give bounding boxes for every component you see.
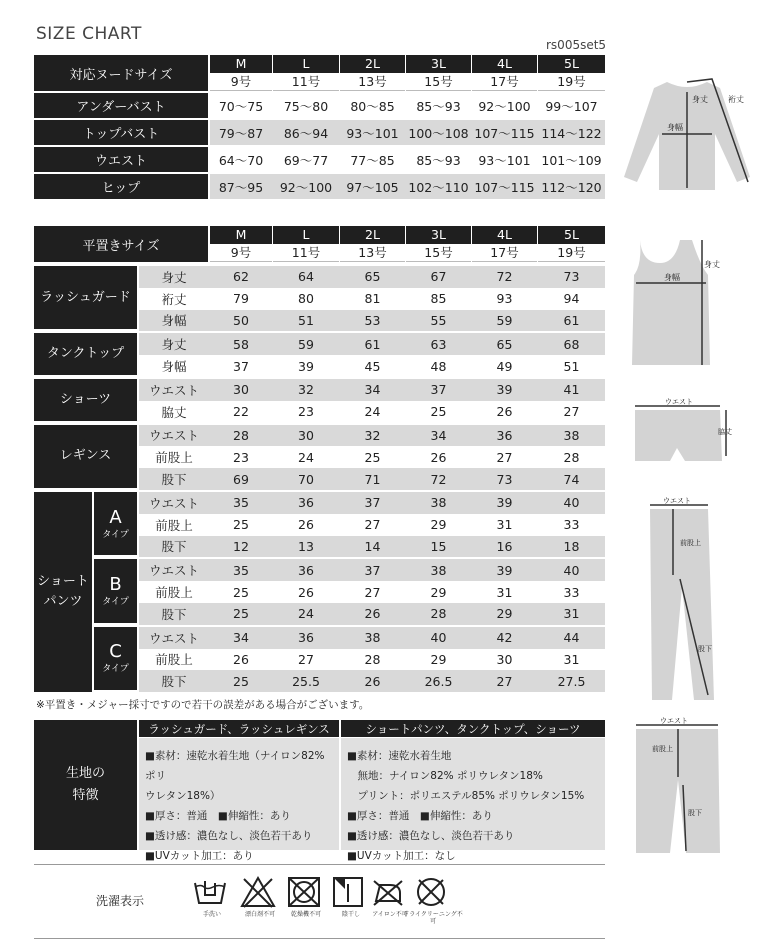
table-cell: 29 (496, 606, 513, 622)
tank-diagram (620, 235, 730, 375)
table-cell: 79～87 (218, 125, 264, 141)
size-label: 4L (472, 226, 537, 244)
table-cell: 50 (233, 312, 249, 328)
size-label: 3L (406, 55, 471, 73)
row-sublabel: 前股上 (155, 652, 193, 668)
short-pants-diagram (628, 715, 728, 860)
leggings-diagram (628, 495, 738, 710)
table-cell: 38 (563, 427, 580, 443)
table-cell: 32 (364, 427, 381, 443)
row-sublabel: 股下 (161, 674, 187, 690)
table-cell: 28 (233, 427, 249, 443)
table-cell: 61 (364, 336, 381, 352)
table-cell: 22 (233, 404, 249, 420)
size-number: 11号 (273, 244, 339, 262)
rashguard-diagram (612, 52, 762, 202)
table-cell: 25 (430, 404, 447, 420)
row-sublabel: ウエスト (148, 428, 199, 444)
fabric-line: 無地：ナイロン82% ポリウレタン18% (347, 770, 543, 782)
row-sublabel: 身丈 (161, 337, 187, 353)
table-cell: 31 (563, 651, 580, 667)
table-cell: 29 (430, 651, 447, 667)
fabric-line: ■透け感：濃色なし、淡色若干あり (347, 830, 515, 842)
size-label: M (210, 226, 272, 244)
table-cell: 33 (563, 584, 580, 600)
fabric-col1-text (139, 738, 339, 862)
fabric-label: 生地の 特徴 (34, 720, 137, 850)
table-cell: 27 (364, 584, 381, 600)
table-cell: 38 (430, 495, 447, 511)
table-cell: 59 (298, 336, 314, 352)
table-cell: 65 (496, 336, 513, 352)
size-label: 2L (340, 226, 405, 244)
table-cell: 25 (233, 673, 249, 689)
table-cell: 23 (233, 449, 249, 465)
no-iron-icon: アイロン不可 (370, 875, 406, 913)
nude-size-header: 対応ヌードサイズ (34, 55, 208, 91)
table-cell: 85～93 (416, 152, 461, 168)
table-cell: 36 (298, 495, 314, 511)
table-cell: 99～107 (545, 98, 598, 114)
table-cell: 40 (563, 495, 580, 511)
fabric-line: ■素材：速乾水着生地 (347, 750, 452, 762)
table-cell: 55 (430, 312, 447, 328)
width-label: 身幅 (664, 273, 680, 282)
table-cell: 53 (364, 312, 381, 328)
table-cell: 28 (430, 606, 447, 622)
table-cell: 26 (298, 584, 314, 600)
table-cell: 35 (233, 495, 249, 511)
row-label: トップバスト (34, 120, 208, 145)
table-cell: 45 (364, 358, 381, 374)
table-cell: 62 (233, 269, 249, 285)
table-cell: 101～109 (541, 152, 602, 168)
side-label: 脇丈 (718, 428, 732, 436)
row-sublabel: 前股上 (155, 450, 193, 466)
fabric-line: ウレタン18%） (145, 790, 221, 802)
row-label: ヒップ (34, 174, 208, 199)
fabric-col2-header: ショートパンツ、タンクトップ、ショーツ (341, 720, 605, 737)
table-cell: 34 (430, 427, 447, 443)
fabric-line: ■UVカット加工：なし (347, 850, 456, 862)
size-number: 13号 (340, 73, 405, 91)
row-sublabel: ウエスト (148, 563, 199, 579)
divider (34, 864, 605, 865)
table-cell: 107～115 (474, 125, 535, 141)
size-number: 19号 (538, 73, 605, 91)
table-cell: 15 (430, 538, 447, 554)
table-cell: 29 (430, 584, 447, 600)
table-cell: 37 (430, 382, 447, 398)
table-cell: 26 (430, 449, 447, 465)
table-cell: 92～100 (279, 179, 333, 195)
row-sublabel: ウエスト (148, 495, 199, 511)
fabric-line: ■UVカット加工：あり (145, 850, 254, 862)
table-cell: 73 (496, 471, 513, 487)
no-bleach-icon: 漂白剤不可 (240, 875, 276, 913)
table-cell: 34 (233, 630, 249, 646)
table-cell: 49 (496, 358, 513, 374)
table-cell: 29 (430, 517, 447, 533)
table-cell: 34 (364, 382, 381, 398)
row-sublabel: 前股上 (155, 517, 193, 533)
table-cell: 37 (364, 562, 381, 578)
size-label: 5L (538, 226, 605, 244)
table-cell: 41 (563, 382, 580, 398)
table-cell: 69～77 (283, 152, 329, 168)
size-number: 17号 (472, 244, 537, 262)
table-cell: 30 (298, 427, 314, 443)
size-number: 15号 (406, 73, 471, 91)
type-box: C タイプ (94, 627, 137, 690)
table-cell: 85 (430, 291, 447, 307)
table-cell: 25 (233, 517, 249, 533)
sleeve-label: 裄丈 (728, 95, 744, 104)
fabric-line: プリント：ポリエステル85% ポリウレタン15% (347, 790, 585, 802)
table-cell: 27 (364, 517, 381, 533)
table-cell: 32 (298, 382, 314, 398)
table-cell: 27 (563, 404, 580, 420)
table-cell: 28 (563, 449, 580, 465)
row-label: アンダーバスト (34, 93, 208, 118)
table-cell: 80～85 (350, 98, 395, 114)
table-cell: 68 (563, 336, 580, 352)
table-cell: 102～110 (408, 179, 469, 195)
table-cell: 69 (233, 471, 249, 487)
table-cell: 70～75 (218, 98, 264, 114)
table-cell: 94 (563, 291, 580, 307)
table-cell: 73 (563, 269, 580, 285)
size-label: 3L (406, 226, 471, 244)
table-cell: 42 (496, 630, 513, 646)
no-dry-clean-icon: ドライクリーニング不可 (413, 875, 449, 913)
size-label: 4L (472, 55, 537, 73)
table-cell: 70 (298, 471, 314, 487)
table-cell: 39 (496, 495, 513, 511)
size-number: 9号 (210, 244, 272, 262)
table-cell: 13 (298, 538, 314, 554)
table-cell: 30 (496, 651, 513, 667)
table-cell: 16 (496, 538, 513, 554)
measurement-note: ※平置き・メジャー採寸ですので若干の誤差がある場合がございます。 (36, 699, 370, 711)
table-cell: 25 (233, 584, 249, 600)
table-cell: 71 (364, 471, 381, 487)
flat-size-header: 平置きサイズ (34, 226, 208, 262)
waist-label: ウエスト (660, 717, 688, 725)
group-label: ショーツ (34, 379, 137, 421)
rise-label: 前股上 (680, 539, 701, 547)
table-cell: 86～94 (283, 125, 329, 141)
line-dry-icon: 陰干し (331, 875, 365, 913)
table-cell: 25.5 (292, 673, 320, 689)
row-sublabel: ウエスト (148, 630, 199, 646)
table-cell: 39 (298, 358, 314, 374)
table-cell: 26 (364, 673, 381, 689)
table-cell: 26 (298, 517, 314, 533)
table-cell: 65 (364, 269, 381, 285)
length-label: 身丈 (692, 95, 708, 104)
width-label: 身幅 (667, 123, 683, 132)
table-cell: 74 (563, 471, 580, 487)
table-cell: 14 (364, 538, 381, 554)
size-label: M (210, 55, 272, 73)
table-cell: 33 (563, 517, 580, 533)
type-box: A タイプ (94, 492, 137, 555)
row-sublabel: ウエスト (148, 382, 199, 398)
row-sublabel: 脇丈 (161, 404, 187, 420)
table-cell: 36 (298, 562, 314, 578)
waist-label: ウエスト (663, 497, 691, 505)
table-cell: 72 (430, 471, 447, 487)
row-sublabel: 股下 (161, 472, 187, 488)
table-cell: 27 (496, 449, 513, 465)
table-cell: 24 (364, 404, 381, 420)
size-number: 19号 (538, 244, 605, 262)
table-cell: 38 (364, 630, 381, 646)
table-cell: 93 (496, 291, 513, 307)
table-cell: 24 (298, 449, 314, 465)
table-cell: 48 (430, 358, 447, 374)
care-label: 洗濯表示 (96, 894, 145, 908)
table-cell: 36 (298, 630, 314, 646)
table-cell: 24 (298, 606, 314, 622)
table-cell: 51 (563, 358, 580, 374)
group-label-short-pants: ショート パンツ (34, 492, 92, 692)
table-cell: 37 (233, 358, 249, 374)
inseam-label: 股下 (688, 809, 702, 817)
table-cell: 25 (364, 449, 381, 465)
table-cell: 64 (298, 269, 314, 285)
fabric-col2-text (341, 738, 605, 862)
type-box: B タイプ (94, 559, 137, 622)
table-cell: 51 (298, 312, 314, 328)
size-label: L (273, 55, 339, 73)
shorts-diagram (630, 396, 740, 476)
table-cell: 18 (563, 538, 580, 554)
table-cell: 61 (563, 312, 580, 328)
fabric-col1-header: ラッシュガード、ラッシュレギンス (139, 720, 339, 737)
table-cell: 26.5 (424, 673, 453, 689)
size-number: 9号 (210, 73, 272, 91)
table-cell: 93～101 (346, 125, 399, 141)
group-label: ラッシュガード (34, 266, 137, 329)
size-label: 5L (538, 55, 605, 73)
table-cell: 114～122 (541, 125, 602, 141)
table-cell: 112～120 (541, 179, 602, 195)
table-cell: 27 (298, 651, 314, 667)
table-cell: 31 (563, 606, 580, 622)
inseam-label: 股下 (698, 645, 712, 653)
group-label: タンクトップ (34, 333, 137, 375)
size-number: 11号 (273, 73, 339, 91)
divider (34, 938, 605, 939)
table-cell: 80 (298, 291, 314, 307)
table-cell: 37 (364, 495, 381, 511)
table-cell: 31 (496, 584, 513, 600)
table-cell: 93～101 (478, 152, 531, 168)
row-sublabel: 前股上 (155, 585, 193, 601)
length-label: 身丈 (704, 260, 720, 269)
table-cell: 44 (563, 630, 580, 646)
fabric-line: ■厚さ：普通 ■伸縮性：あり (145, 810, 291, 822)
size-label: 2L (340, 55, 405, 73)
table-cell: 40 (563, 562, 580, 578)
table-cell: 27 (496, 673, 513, 689)
table-cell: 26 (233, 651, 249, 667)
no-tumble-dry-icon: 乾燥機不可 (286, 875, 322, 913)
size-label: L (273, 226, 339, 244)
product-code: rs005set5 (546, 38, 607, 52)
fabric-line: ■透け感：濃色なし、淡色若干あり (145, 830, 313, 842)
table-cell: 59 (496, 312, 513, 328)
row-sublabel: 股下 (161, 606, 187, 622)
table-cell: 107～115 (474, 179, 535, 195)
row-sublabel: 身丈 (161, 269, 187, 285)
table-cell: 67 (430, 269, 447, 285)
waist-label: ウエスト (665, 398, 693, 406)
row-label: ウエスト (34, 147, 208, 172)
table-cell: 79 (233, 291, 249, 307)
table-cell: 81 (364, 291, 381, 307)
hand-wash-icon: 手洗い (192, 875, 228, 913)
table-cell: 85～93 (416, 98, 461, 114)
table-cell: 23 (298, 404, 314, 420)
table-cell: 26 (496, 404, 513, 420)
table-cell: 40 (430, 630, 447, 646)
row-sublabel: 裄丈 (161, 291, 187, 307)
row-sublabel: 股下 (161, 539, 187, 555)
table-cell: 100～108 (408, 125, 469, 141)
table-cell: 38 (430, 562, 447, 578)
table-cell: 87～95 (218, 179, 264, 195)
table-cell: 92～100 (478, 98, 531, 114)
table-cell: 39 (496, 562, 513, 578)
table-cell: 25 (233, 606, 249, 622)
row-sublabel: 身幅 (161, 359, 187, 375)
fabric-line: ■厚さ：普通 ■伸縮性：あり (347, 810, 493, 822)
page-title: SIZE CHART (36, 24, 142, 44)
group-label: レギンス (34, 425, 137, 488)
size-number: 17号 (472, 73, 537, 91)
size-number: 15号 (406, 244, 471, 262)
table-cell: 75～80 (283, 98, 329, 114)
table-cell: 36 (496, 427, 513, 443)
table-cell: 35 (233, 562, 249, 578)
fabric-line: ■素材：速乾水着生地（ナイロン82% ポリ (145, 750, 325, 782)
table-cell: 63 (430, 336, 447, 352)
row-sublabel: 身幅 (161, 313, 187, 329)
size-number: 13号 (340, 244, 405, 262)
table-cell: 31 (496, 517, 513, 533)
table-cell: 58 (233, 336, 249, 352)
table-cell: 64～70 (218, 152, 264, 168)
table-cell: 12 (233, 538, 249, 554)
table-cell: 77～85 (350, 152, 395, 168)
table-cell: 26 (364, 606, 381, 622)
table-cell: 27.5 (557, 673, 586, 689)
table-cell: 97～105 (346, 179, 399, 195)
rise-label: 前股上 (652, 745, 673, 753)
table-cell: 28 (364, 651, 381, 667)
table-cell: 30 (233, 382, 249, 398)
table-cell: 39 (496, 382, 513, 398)
table-cell: 72 (496, 269, 513, 285)
